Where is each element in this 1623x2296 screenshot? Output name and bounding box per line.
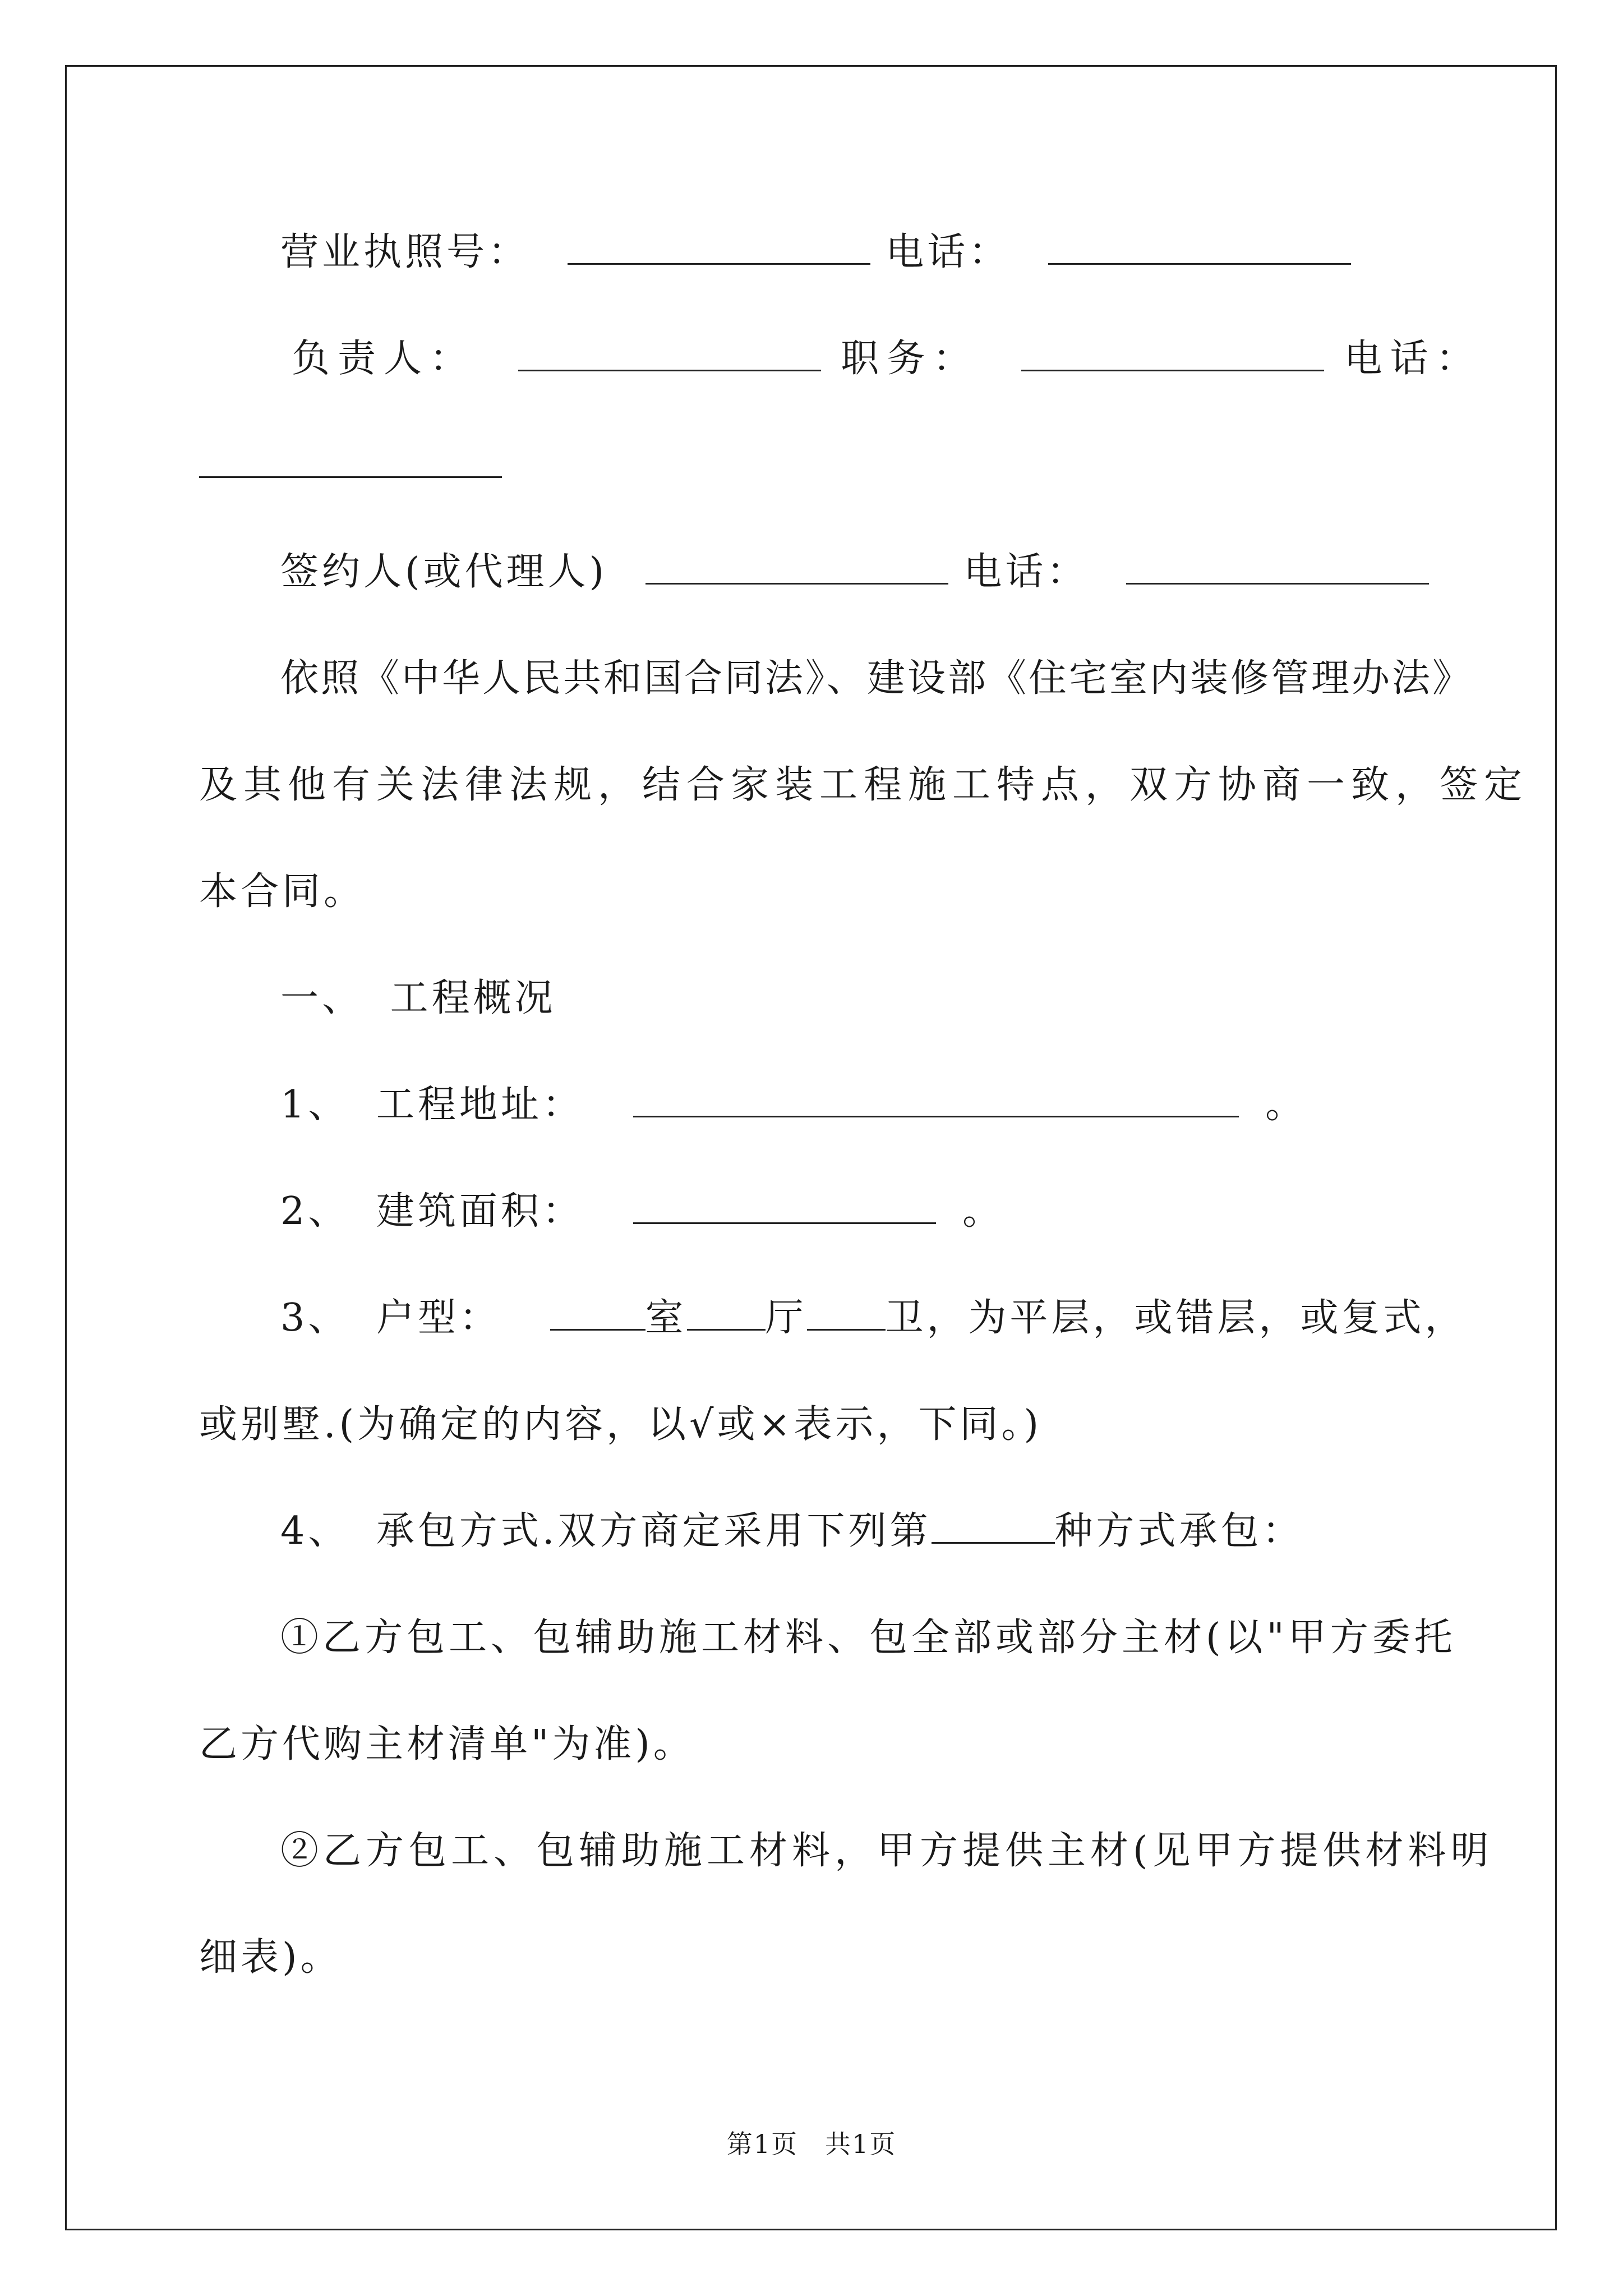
paragraph-line: 依照《中华人民共和国合同法》、建设部《住宅室内装修管理办法》: [280, 656, 1473, 701]
phone-blank-2: [199, 444, 502, 478]
address-period: 。: [1265, 1083, 1307, 1127]
person-in-charge-label: 负责人：: [292, 337, 476, 381]
paragraph-line: 本合同。: [199, 869, 366, 914]
business-license-line: [280, 230, 1351, 275]
paragraph-line: 或别墅.(为确定的内容，以√或×表示，下同。): [199, 1402, 1042, 1447]
person-in-charge-blank: [518, 337, 821, 371]
address-label: 1、 工程地址：: [280, 1083, 584, 1127]
paragraph-line: ①乙方包工、包辅助施工材料、包全部或部分主材(以"甲方委托: [280, 1616, 1456, 1660]
phone-blank-line: [199, 443, 502, 488]
hall-label: 厅: [765, 1296, 807, 1340]
position-blank: [1021, 337, 1324, 371]
page-border: [65, 65, 1557, 2230]
layout-label: 3、 户型：: [280, 1296, 501, 1340]
contract-method-line: [280, 1509, 1304, 1554]
phone-blank: [1048, 231, 1351, 265]
bath-blank: [807, 1296, 886, 1331]
signatory-label: 签约人(或代理人): [280, 550, 608, 594]
section-heading: 一、 工程概况: [280, 976, 556, 1020]
bath-label: 卫，为平层，或错层，或复式，: [885, 1296, 1467, 1340]
method-blank: [932, 1510, 1055, 1544]
method-suffix: 种方式承包：: [1054, 1509, 1304, 1553]
room-label: 室: [645, 1296, 687, 1340]
phone-label-3: 电话：: [963, 550, 1089, 594]
area-period: 。: [962, 1189, 1004, 1234]
phone-label: 电话：: [886, 230, 1011, 274]
page-footer: 第1页 共1页: [726, 2129, 897, 2159]
position-label: 职务：: [841, 337, 979, 381]
contract-method-label: 4、 承包方式.双方商定采用下列第: [280, 1509, 932, 1553]
room-blank: [550, 1296, 645, 1331]
area-line: [280, 1189, 1004, 1234]
business-license-blank: [568, 231, 870, 265]
area-label: 2、 建筑面积：: [280, 1189, 584, 1234]
paragraph-line: 乙方代购主材清单"为准)。: [199, 1722, 695, 1766]
paragraph-line: 及其他有关法律法规，结合家装工程施工特点，双方协商一致，签定: [199, 763, 1529, 807]
phone-blank-3: [1126, 550, 1429, 585]
phone-label-2: 电话：: [1344, 337, 1482, 381]
person-in-charge-line: [292, 337, 1482, 381]
signatory-blank: [645, 550, 948, 585]
paragraph-line: 细表)。: [199, 1935, 342, 1980]
business-license-label: 营业执照号：: [280, 230, 530, 274]
paragraph-line: ②乙方包工、包辅助施工材料，甲方提供主材(见甲方提供材料明: [280, 1829, 1493, 1873]
area-blank: [633, 1190, 936, 1224]
address-line: [280, 1083, 1307, 1128]
signatory-line: [280, 550, 1429, 595]
hall-blank: [687, 1296, 766, 1331]
layout-line: [280, 1296, 1467, 1341]
address-blank: [633, 1083, 1239, 1117]
